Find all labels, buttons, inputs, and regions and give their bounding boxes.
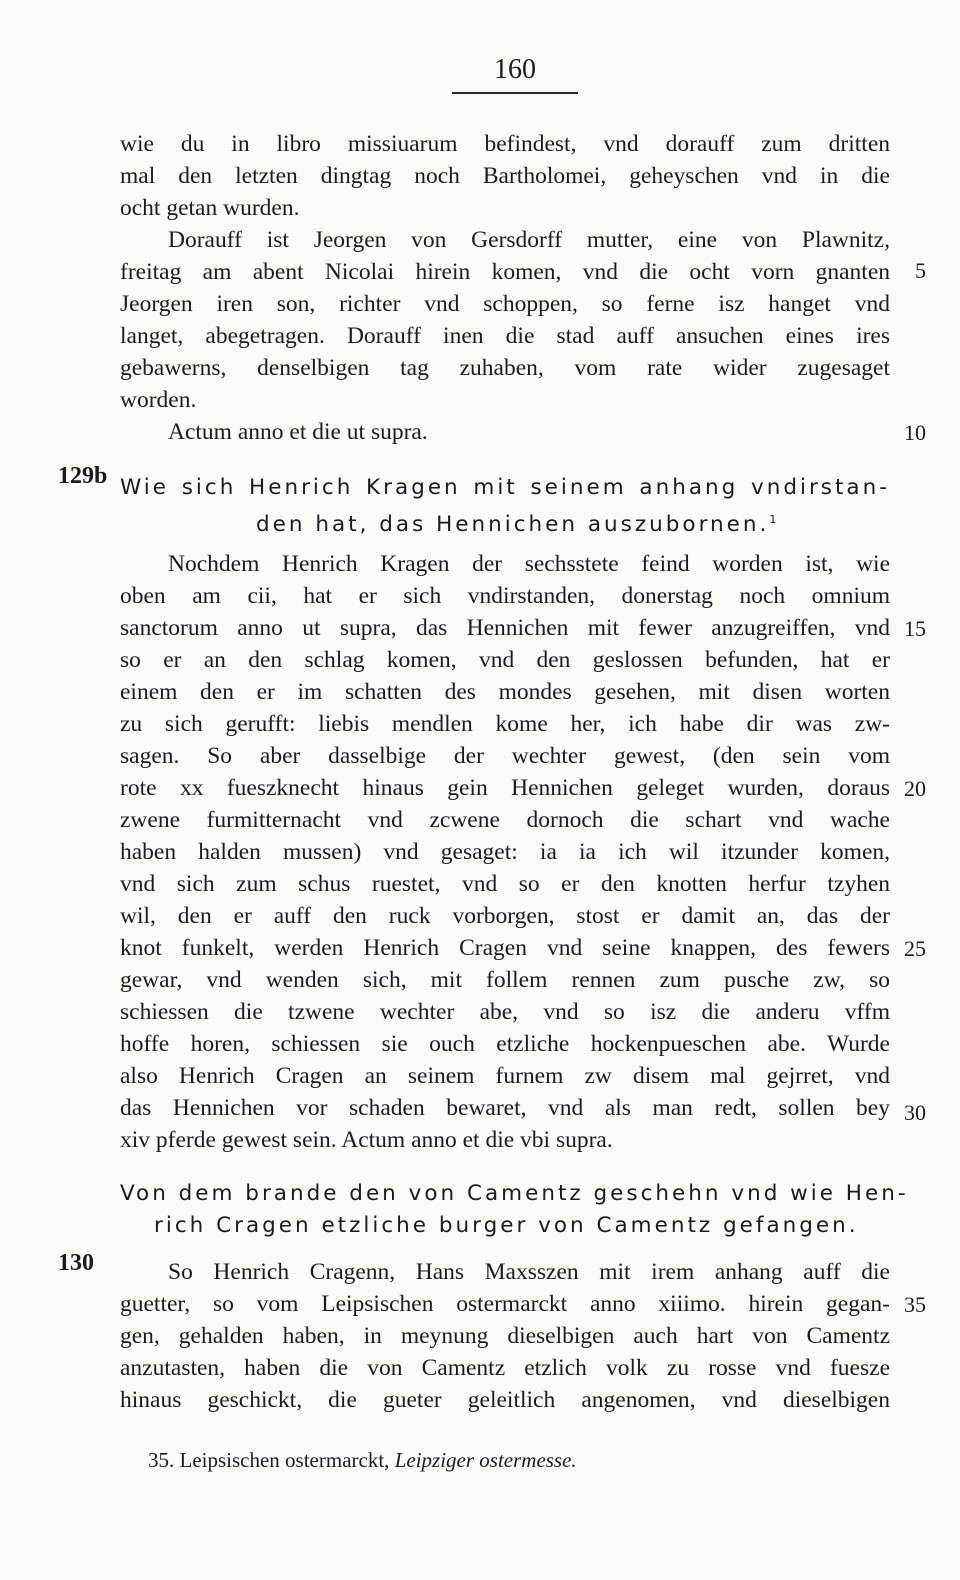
text-line: sagen. So aber dasselbige der wechter gewest, (den sein vom [120, 743, 890, 769]
footnote-gloss: Leipziger ostermesse. [394, 1448, 577, 1472]
text-line: das Hennichen vor schaden bewaret, vnd als man redt, sollen bey [120, 1095, 890, 1121]
text-line: Jeorgen iren son, richter vnd schoppen, so ferne isz hanget vnd [120, 291, 890, 317]
line-number: 25 [904, 936, 926, 961]
paragraph-1 [120, 128, 890, 224]
heading-line: rich Cragen etzliche burger von Camentz gefangen. [154, 1213, 859, 1238]
section-heading [120, 472, 890, 536]
text-line: anzutasten, haben die von Camentz etzlich volk zu rosse vnd fuesze [120, 1355, 890, 1381]
text-line: guetter, so vom Leipsischen ostermarckt anno xiiimo. hirein gegan- [120, 1291, 890, 1317]
section-body [120, 1256, 890, 1416]
text-line: mal den letzten dingtag noch Bartholomei, geheyschen vnd in die [120, 163, 890, 189]
text-line: vnd sich zum schus ruestet, vnd so er den knotten herfur tzyhen [120, 871, 890, 897]
line-number: 35 [904, 1292, 926, 1317]
text-line: einem den er im schatten des mondes gesehen, mit disen worten [120, 679, 890, 705]
text-line: So Henrich Cragenn, Hans Maxsszen mit irem anhang auff die [168, 1259, 890, 1285]
text-line: gebawerns, denselbigen tag zuhaben, vom rate wider zugesaget [120, 355, 890, 381]
text-line: so er an den schlag komen, vnd den geslossen befunden, hat er [120, 647, 890, 673]
line-number: 30 [904, 1100, 926, 1125]
heading-line: den hat, das Hennichen auszubornen.$^1$ [256, 512, 780, 538]
header-rule [452, 92, 578, 94]
line-number: 10 [904, 420, 926, 445]
line-number: 15 [904, 616, 926, 641]
page-number: 160 [494, 54, 536, 85]
text-line: wie du in libro missiuarum befindest, vnd dorauff zum dritten [120, 131, 890, 157]
text-line: zu sich gerufft: liebis mendlen kome her, ich habe dir was zw- [120, 711, 890, 737]
text-line: gewar, vnd wenden sich, mit follem rennen zum pusche zw, so [120, 967, 890, 993]
heading-line: Von dem brande den von Camentz geschehn vnd wie Hen- [120, 1181, 909, 1206]
heading-line: Wie sich Henrich Kragen mit seinem anhang vndirstan- [120, 475, 890, 500]
section-heading [120, 1178, 909, 1242]
text-line: wil, den er auff den ruck vorborgen, stost er damit an, das der [120, 903, 890, 929]
paragraph-2 [120, 224, 890, 416]
text-line: Actum anno et die ut supra. [168, 419, 428, 445]
line-number: 20 [904, 776, 926, 801]
text-line: sanctorum anno ut supra, das Hennichen mit fewer anzugreiffen, vnd [120, 615, 890, 641]
text-line: worden. [120, 387, 197, 413]
section-number: 129b [58, 463, 108, 489]
line-number: 5 [915, 258, 926, 283]
text-line: haben halden mussen) vnd gesaget: ia ia ich wil itzunder komen, [120, 839, 890, 865]
text-line: langet, abegetragen. Dorauff inen die stad auff ansuchen eines ires [120, 323, 890, 349]
text-line: xiv pferde gewest sein. Actum anno et die vbi supra. [120, 1127, 613, 1153]
footnote [148, 1448, 577, 1473]
section-number: 130 [58, 1250, 94, 1276]
footnote-ref: 35. Leipsischen ostermarckt, [148, 1448, 390, 1472]
text-line: ocht getan wurden. [120, 195, 300, 221]
footnote-mark: 1 [769, 513, 780, 526]
text-line: rote xx fueszknecht hinaus gein Hennichen geleget wurden, doraus [120, 775, 890, 801]
text-line: freitag am abent Nicolai hirein komen, vnd die ocht vorn gnanten [120, 259, 890, 285]
section-body [120, 548, 890, 1156]
paragraph-3 [120, 416, 890, 448]
text-line: Nochdem Henrich Kragen der sechsstete feind worden ist, wie [168, 551, 890, 577]
text-line: knot funkelt, werden Henrich Cragen vnd seine knappen, des fewers [120, 935, 890, 961]
text-line: schiessen die tzwene wechter abe, vnd so isz die anderu vffm [120, 999, 890, 1025]
text-line: zwene furmitternacht vnd zcwene dornoch die schart vnd wache [120, 807, 890, 833]
text-line: hinaus geschickt, die gueter geleitlich angenomen, vnd dieselbigen [120, 1387, 890, 1413]
text-line: also Henrich Cragen an seinem furnem zw disem mal gejrret, vnd [120, 1063, 890, 1089]
text-line: hoffe horen, schiessen sie ouch etzliche hockenpueschen abe. Wurde [120, 1031, 890, 1057]
text-line: gen, gehalden haben, in meynung dieselbigen auch hart von Camentz [120, 1323, 890, 1349]
text-line: oben am cii, hat er sich vndirstanden, donerstag noch omnium [120, 583, 890, 609]
text-line: Dorauff ist Jeorgen von Gersdorff mutter, eine von Plawnitz, [168, 227, 890, 253]
